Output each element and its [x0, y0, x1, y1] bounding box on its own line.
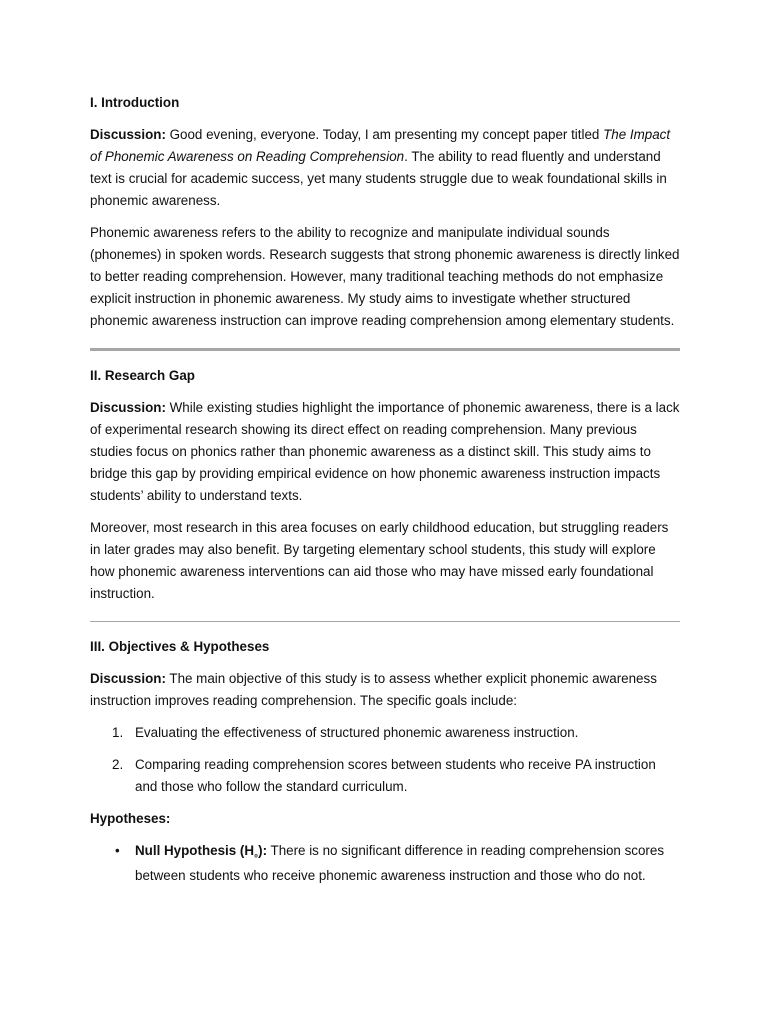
null-label-end: ):: [258, 843, 268, 858]
bullet-icon: •: [115, 843, 120, 858]
intro-text-2: . The ability to read fluently and understand text is crucial for academic success, yet many students struggle due to weak foundational skills in phonemic awareness.: [90, 149, 667, 208]
hypotheses-label: [90, 808, 680, 830]
objectives-discussion-paragraph: [90, 668, 680, 712]
goals-list: [90, 722, 680, 798]
null-hypothesis-text: There is no significant difference in reading comprehension scores between students who receive phonemic awareness instruction and those who do not.: [135, 843, 665, 883]
intro-discussion-paragraph: [90, 124, 680, 212]
list-item-text: Evaluating the effectiveness of structured phonemic awareness instruction.: [135, 725, 579, 740]
list-number: 1.: [112, 725, 124, 740]
section-heading-research-gap: II. Research Gap: [90, 368, 195, 383]
list-item: [90, 840, 680, 887]
section-heading-objectives: III. Objectives & Hypotheses: [90, 639, 270, 654]
gap-discussion-paragraph: [90, 397, 680, 507]
list-item: [90, 722, 680, 744]
objectives-text: The main objective of this study is to assess whether explicit phonemic awareness instruction improves reading comprehension. The specific goals include:: [90, 671, 657, 708]
discussion-label: Discussion:: [90, 671, 166, 686]
discussion-label: Discussion:: [90, 400, 166, 415]
section-divider: [90, 348, 680, 351]
list-number: 2.: [112, 757, 124, 772]
discussion-label: Discussion:: [90, 127, 166, 142]
section-divider: [90, 621, 680, 622]
null-label-main: Null Hypothesis (H: [135, 843, 255, 858]
null-hypothesis-label: [135, 843, 267, 858]
document-page: [90, 92, 680, 887]
hypotheses-label-text: Hypotheses:: [90, 811, 171, 826]
hypotheses-list: [90, 840, 680, 887]
gap-paragraph-2: Moreover, most research in this area focuses on early childhood education, but struggling readers in later grades may also benefit. By targeting elementary school students, this study will explore how phonemic awareness interventions can aid those who may have missed early foundational instruction.: [90, 520, 669, 601]
gap-text-1: While existing studies highlight the importance of phonemic awareness, there is a lack of experimental research showing its direct effect on reading comprehension. Many previous studies focus on phonics rather than phonemic awareness as a distinct skill. This study aims to bridge this gap by providing empirical evidence on how phonemic awareness instruction impacts students’ ability to understand texts.: [90, 400, 680, 503]
list-item: [90, 754, 680, 798]
paper-title: The Impact of Phonemic Awareness on Reading Comprehension: [90, 127, 671, 164]
null-label-subscript: ₀: [254, 849, 259, 859]
intro-text-1: Good evening, everyone. Today, I am presenting my concept paper titled: [165, 127, 604, 142]
intro-paragraph-2: Phonemic awareness refers to the ability to recognize and manipulate individual sounds (phonemes) in spoken words. Research suggests that strong phonemic awareness is directly linked to better reading comprehension. However, many traditional teaching methods do not emphasize explicit instruction in phonemic awareness. My study aims to investigate whether structured phonemic awareness instruction can improve reading comprehension among elementary students.: [90, 225, 680, 328]
section-heading-introduction: I. Introduction: [90, 95, 180, 110]
list-item-text: Comparing reading comprehension scores between students who receive PA instruction and those who follow the standard curriculum.: [135, 757, 656, 794]
